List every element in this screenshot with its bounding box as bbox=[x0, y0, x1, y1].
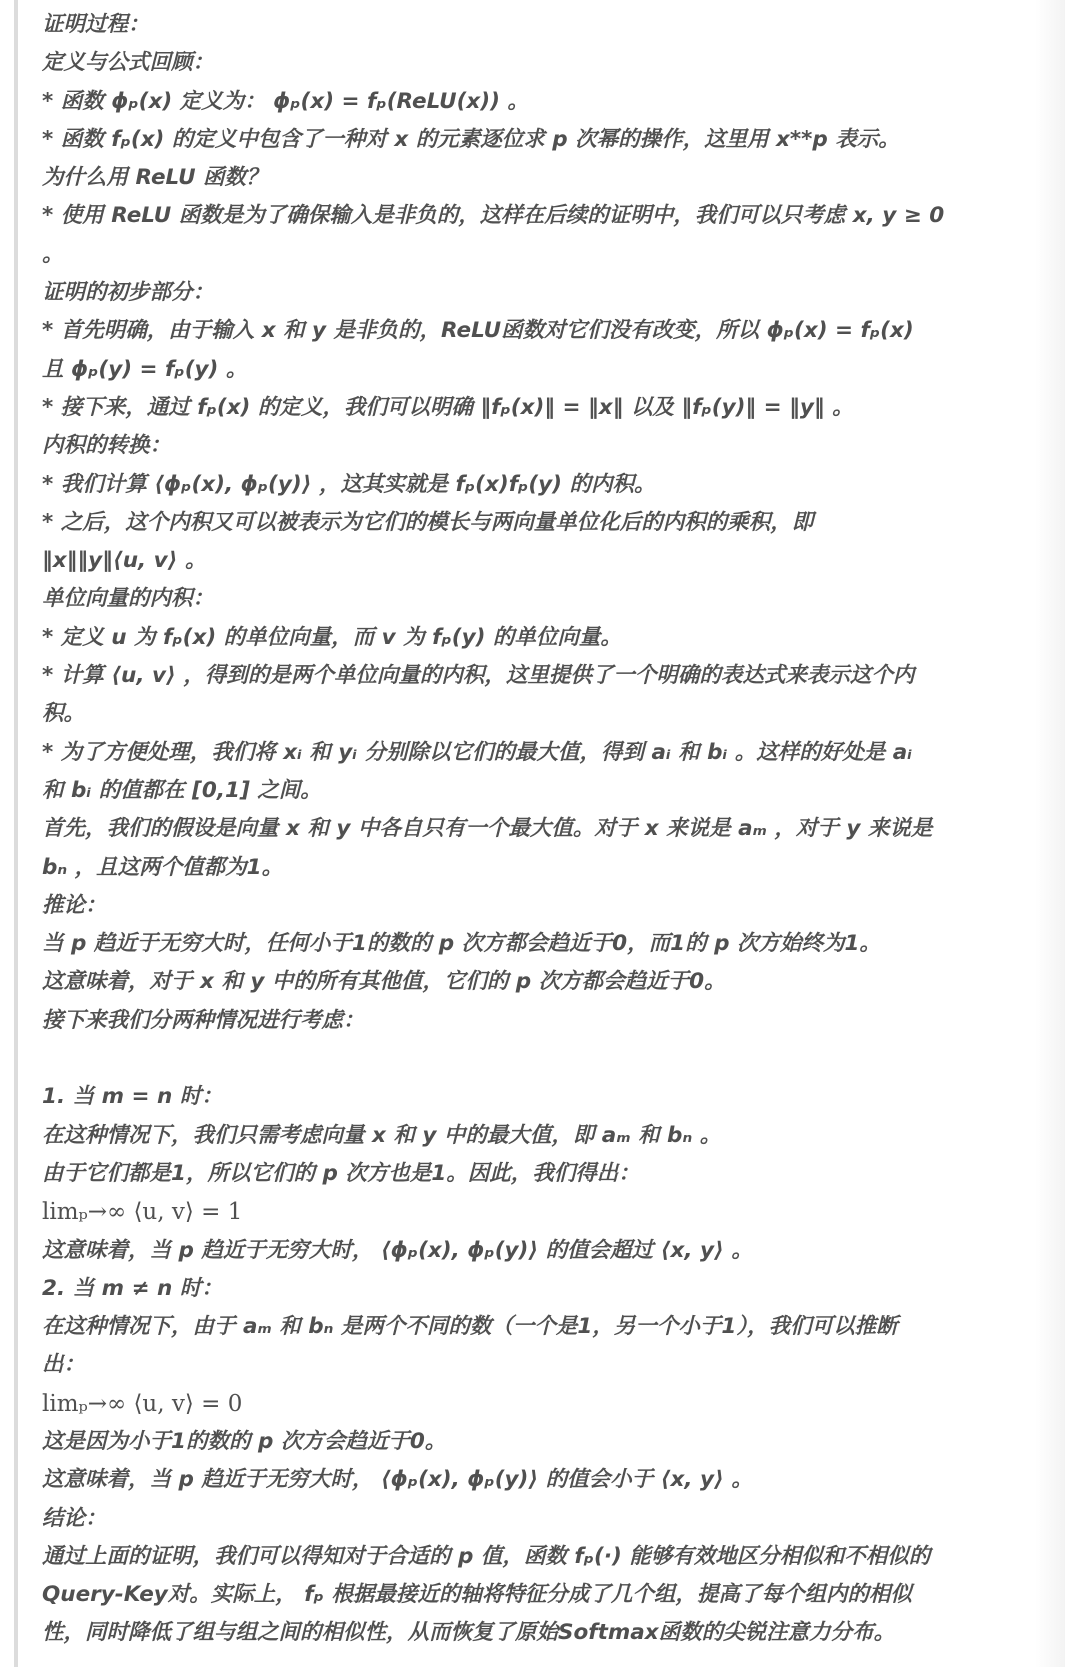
line-nonnegative-input-cont: 且 ϕₚ(y) = fₚ(y) 。 bbox=[42, 356, 248, 382]
heading-why-relu: 为什么用 ReLU 函数？ bbox=[42, 165, 268, 191]
line-case2-conclusion: 这意味着，当 p 趋近于无穷大时， ⟨ϕₚ(x), ϕₚ(y)⟩ 的值会小于 ⟨x, y⟩ 。 bbox=[42, 1467, 753, 1493]
quote-left-border bbox=[14, 0, 18, 1667]
line-fp-definition: * 函数 fₚ(x) 的定义中包含了一种对 x 的元素逐位求 p 次幂的操作，这里用 x**p 表示。 bbox=[42, 126, 900, 152]
line-case2-different-values: 在这种情况下，由于 aₘ 和 bₙ 是两个不同的数（一个是1，另一个小于1），我们可以推断 bbox=[42, 1314, 898, 1340]
formula-limit-equals-zero: limₚ→∞ ⟨u, v⟩ = 0 bbox=[42, 1390, 243, 1417]
line-case1-conclusion: 这意味着，当 p 趋近于无穷大时， ⟨ϕₚ(x), ϕₚ(y)⟩ 的值会超过 ⟨x, y⟩ 。 bbox=[42, 1237, 753, 1263]
line-case2-infer: 出： bbox=[42, 1352, 86, 1378]
line-compute-uv-end: 积。 bbox=[42, 701, 86, 727]
heading-inner-product-transform: 内积的转换： bbox=[42, 433, 172, 459]
line-phi-definition: * 函数 ϕₚ(x) 定义为： ϕₚ(x) = fₚ(ReLU(x)) 。 bbox=[42, 88, 529, 114]
heading-proof-process: 证明过程： bbox=[42, 12, 150, 37]
line-define-unit-vectors: * 定义 u 为 fₚ(x) 的单位向量，而 v 为 fₚ(y) 的单位向量。 bbox=[42, 624, 622, 650]
formula-limit-equals-one: limₚ→∞ ⟨u, v⟩ = 1 bbox=[42, 1199, 243, 1226]
line-unique-max-assumption: 首先，我们的假设是向量 x 和 y 中各自只有一个最大值。对于 x 来说是 aₘ ，对于 y 来说是 bbox=[42, 816, 933, 842]
line-normalize-by-max: * 为了方便处理，我们将 xᵢ 和 yᵢ 分别除以它们的最大值，得到 aᵢ 和 bᵢ 。这样的好处是 aᵢ bbox=[42, 739, 912, 765]
heading-case-m-not-n: 2. 当 m ≠ n 时： bbox=[42, 1275, 223, 1301]
line-conclusion-3: 性，同时降低了组与组之间的相似性，从而恢复了原始Softmax函数的尖锐注意力分布。 bbox=[42, 1620, 896, 1646]
line-compute-inner-product: * 我们计算 ⟨ϕₚ(x), ϕₚ(y)⟩ ，这其实就是 fₚ(x)fₚ(y) 的内积。 bbox=[42, 471, 656, 497]
page-edge-shadow bbox=[1035, 0, 1065, 1667]
line-conclusion-2: Query-Key对。实际上， fₚ 根据最接近的轴将特征分成了几个组，提高了每个组内的相似 bbox=[42, 1582, 912, 1608]
line-relu-reason: * 使用 ReLU 函数是为了确保输入是非负的，这样在后续的证明中，我们可以只考虑 x, y ≥ 0 bbox=[42, 203, 945, 229]
line-conclusion-1: 通过上面的证明，我们可以得知对于合适的 p 值，函数 fₚ(·) 能够有效地区分相似和不相似的 bbox=[42, 1543, 931, 1569]
proof-document bbox=[42, 6, 1037, 1653]
line-two-cases: 接下来我们分两种情况进行考虑： bbox=[42, 1007, 365, 1033]
heading-conclusion: 结论： bbox=[42, 1505, 107, 1531]
heading-inference: 推论： bbox=[42, 892, 107, 918]
line-case2-reason: 这是因为小于1的数的 p 次方会趋近于0。 bbox=[42, 1428, 447, 1454]
line-compute-uv: * 计算 ⟨u, v⟩ ，得到的是两个单位向量的内积，这里提供了一个明确的表达式来表示这个内 bbox=[42, 663, 915, 689]
heading-initial-proof: 证明的初步部分： bbox=[42, 280, 215, 306]
heading-unit-vector-inner-product: 单位向量的内积： bbox=[42, 586, 215, 612]
line-inner-product-decompose: * 之后，这个内积又可以被表示为它们的模长与两向量单位化后的内积的乘积，即 bbox=[42, 509, 814, 535]
line-nonnegative-input: * 首先明确，由于输入 x 和 y 是非负的，ReLU函数对它们没有改变，所以 ϕₚ(x) = fₚ(x) bbox=[42, 318, 914, 344]
line-norm-equality: * 接下来，通过 fₚ(x) 的定义，我们可以明确 ‖fₚ(x)‖ = ‖x‖ 以及 ‖fₚ(y)‖ = ‖y‖ 。 bbox=[42, 394, 854, 420]
line-normalize-range: 和 bᵢ 的值都在 [0,1] 之间。 bbox=[42, 777, 322, 803]
line-p-infinity-limit: 当 p 趋近于无穷大时，任何小于1的数的 p 次方都会趋近于0，而1的 p 次方始终为1。 bbox=[42, 931, 881, 957]
heading-definition-review: 定义与公式回顾： bbox=[42, 50, 215, 76]
line-case1-consider-max: 在这种情况下，我们只需考虑向量 x 和 y 中的最大值，即 aₘ 和 bₙ 。 bbox=[42, 1122, 722, 1148]
line-unique-max-values: bₙ ，且这两个值都为1。 bbox=[42, 854, 284, 880]
line-other-values-vanish: 这意味着，对于 x 和 y 中的所有其他值，它们的 p 次方都会趋近于0。 bbox=[42, 969, 726, 995]
line-case1-power-one: 由于它们都是1，所以它们的 p 次方也是1。因此，我们得出： bbox=[42, 1160, 640, 1186]
heading-case-m-equals-n: 1. 当 m = n 时： bbox=[42, 1084, 223, 1110]
line-inner-product-formula: ‖x‖‖y‖⟨u, v⟩ 。 bbox=[42, 548, 207, 574]
blank-line bbox=[42, 1040, 1037, 1078]
line-relu-reason-end: 。 bbox=[42, 241, 64, 267]
